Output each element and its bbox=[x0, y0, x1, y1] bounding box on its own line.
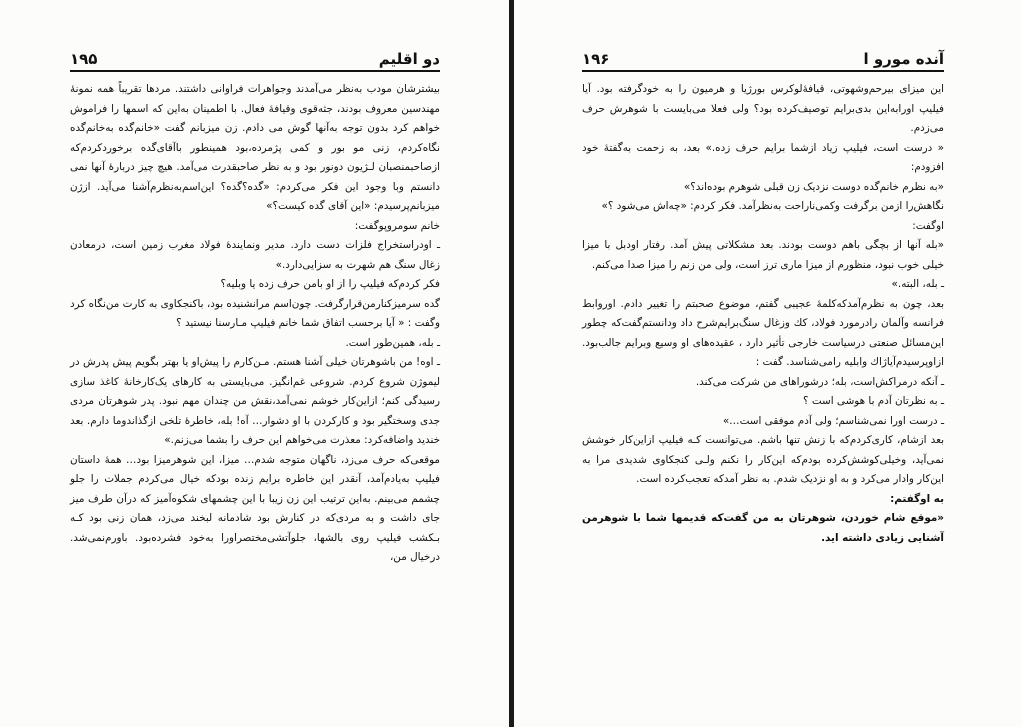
paragraph: «به نظرم خانم‌گده دوست نزدیک زن قبلی شوهرم بوده‌اند؟» bbox=[683, 180, 944, 193]
paragraph: ـ بله، همین‌طور است. bbox=[345, 336, 440, 349]
right-running-title: آنده مورو ا bbox=[863, 50, 944, 68]
paragraph: «موقع شام خوردن، شوهرتان به من گفت‌که قدیمها شما با شوهرمن آشنایی زیادی داشته اید. bbox=[582, 512, 944, 544]
paragraph: بعد ازشام، کاری‌کردم‌که با زنش تنها باشم. می‌توانست کـه فیلیپ ازاین‌کار خوشش نمی‌آید، وخیلی‌کوشش‌کرده بودم‌که این‌کار را نکنم ولـی کنجکاوی شدیدی مرا به این‌کار وادار می‌کرد و به او نزدیک شدم. به نظر آمدکه تعجب‌کرده است. bbox=[582, 434, 944, 485]
right-page bbox=[514, 0, 1022, 727]
paragraph: فکر کردم‌که فیلیپ را از او بامن حرف زده یا وبلیه؟ bbox=[220, 278, 440, 290]
left-page-header bbox=[70, 44, 440, 72]
paragraph: گده سرمیز‌کنارمن‌قرارگرفت. چون‌اسم مرانشنیده بود، باکنجکاوی به کارت من‌نگاه کرد وگفت : « آیا برحسب اتفاق شما خانم فیلیپ مـارسنا نیستید ؟ bbox=[70, 297, 440, 329]
left-body-text bbox=[70, 80, 440, 568]
paragraph: خانم سومروپوگفت: bbox=[354, 219, 440, 232]
paragraph: ـ آنکه درمراکش‌است، بله؛ درشوراهای من شرکت می‌کند. bbox=[695, 375, 944, 388]
left-page-number: ۱۹۵ bbox=[70, 50, 98, 68]
paragraph: ـ بله، البته.» bbox=[891, 278, 944, 290]
paragraph: « درست است، فیلیپ زیاد ازشما برایم حرف زده.» بعد، به زحمت به‌گفتهٔ خود افزودم: bbox=[582, 141, 944, 173]
paragraph: ـ درست اورا نمی‌شناسم؛ ولی آدم موفقی است…» bbox=[722, 414, 944, 427]
paragraph: اوگفت: bbox=[912, 219, 944, 232]
paragraph: به اوگفتم: bbox=[890, 492, 944, 505]
paragraph: این میزای بیرحم‌وشهوتی، قیافهٔ‌لوکرس بورژیا و هرمیون را به خودگرفته بود. آیا فیلیپ اورابه‌این بدی‌برایم توصیف‌کرده بود؟ ولی فعلا می‌بایست با شوهرش حرف می‌زدم. bbox=[582, 83, 944, 134]
paragraph: ـ اوه! من باشوهرتان خیلی آشنا هستم. مـن‌کارم را پیش‌او یا بهتر بگویم پیش پدرش در لیموژن شروع کردم. شروعی غم‌انگیز. می‌بایستی به کارهای یک‌کارخانهٔ کاغذ سازی رسیدگی کنم؛ ازاین‌کار خوشم نمی‌آمد،نقش من چندان مهم نبود. پدر شوهرتان مردی جدی وسختگیر بود و کارکردن با او دشوار… آه! بله، خاطرهٔ تلخی ازگذاندوما دارم. بعد خندید واضافه‌کرد: معذرت می‌خواهم این حرف را بشما می‌زنم.» bbox=[70, 356, 440, 446]
right-body-text bbox=[582, 80, 944, 548]
paragraph: بعد، چون به نظرم‌آمدکه‌کلمهٔ عجیبی گفتم، موضوع صحبتم را تغییر دادم. اوروابط فرانسه وآلمان رادرمورد فولاد، کك وزغال سنگ‌برایم‌شرح داد ودانستم‌گفت‌که چطور این‌مسائل صنعتی درسیاست خارجی تأثیر دارد ، عقیده‌های او وسیع وبرایم جالب‌بود. ازاوپرسیدم‌آیاژاك وابلیه رامی‌شناسد. گفت : bbox=[582, 297, 944, 368]
paragraph: ـ اودراستخراج فلزات دست دارد. مدیر ونمایندهٔ فولاد مغرب زمین است، درمعادن زغال سنگ هم شهرت به سزایی‌دارد.» bbox=[70, 239, 440, 271]
left-running-title: دو اقلیم bbox=[378, 50, 440, 68]
paragraph: «بله آنها از بچگی باهم دوست بودند. بعد مشکلاتی پیش آمد. رفتار اودبل با میزا خیلی خوب نبود، منظورم از میزا ماری ترز است، ولی من زنم را میزا صدا می‌کنم. bbox=[582, 239, 944, 271]
left-page bbox=[0, 0, 510, 727]
paragraph: ـ به نظرتان آدم با هوشی است ؟ bbox=[803, 395, 944, 407]
right-page-number: ۱۹۶ bbox=[582, 50, 610, 68]
paragraph: نگاهش‌را ازمن برگرفت وکمی‌ناراحت به‌نظرآمد. فکر کردم: «چه‌اش می‌شود ؟» bbox=[601, 200, 944, 212]
paragraph: بیشترشان مودب به‌نظر می‌آمدند وجواهرات فراوانی داشتند. مردها تقریباً همه نمونهٔ مهندسین معروف بودند، جثه‌قوی وقیافهٔ فعال. با اطمینان به‌این که اسمها را فراموش خواهم کرد بدون توجه به‌آنها گوش می دادم. زن میزبانم گفت «خانم‌گده به‌خانم‌گده نگاه‌کردم، زنی مو بور و کمی پژمرده،بود همینطور باآقای‌گده برخوردکردم‌که ازصاحبمنصبان لـژیون دونور بود و به نظر صاحبقدرت می‌آمد. هیچ چیز دربارهٔ آنها نمی دانستم وبا وجود این فکر می‌کردم: «گده؟گده؟ این‌اسم‌به‌نظرم‌آشنا می‌آید. ازژن میزبانم‌پرسیدم: «این آقای گده کیست؟» bbox=[70, 83, 440, 212]
right-page-header bbox=[582, 44, 944, 72]
paragraph: موقعی‌که حرف می‌زد، ناگهان متوجه شدم… میزا، این شوهرمیزا بود… همهٔ داستان فیلیپ به‌یادم‌آمد، آنقدر این خاطره برایم زنده بودکه خیال می‌کردم جملات را جلو چشمم می‌بینم. به‌این ترتیب این زن زیبا با این چشمهای شکوه‌آمیز که درآن طرف میز جای داشت و به مردی‌که در کنارش بود شادمانه لبخند می‌زد، همان زنی بود کـه بـکشب فیلیپ روی بالشها، جلوآتشی‌مختصراورا به‌خود فشرده‌بود. باورم‌نمی‌شد. درخیال من، bbox=[70, 453, 440, 563]
